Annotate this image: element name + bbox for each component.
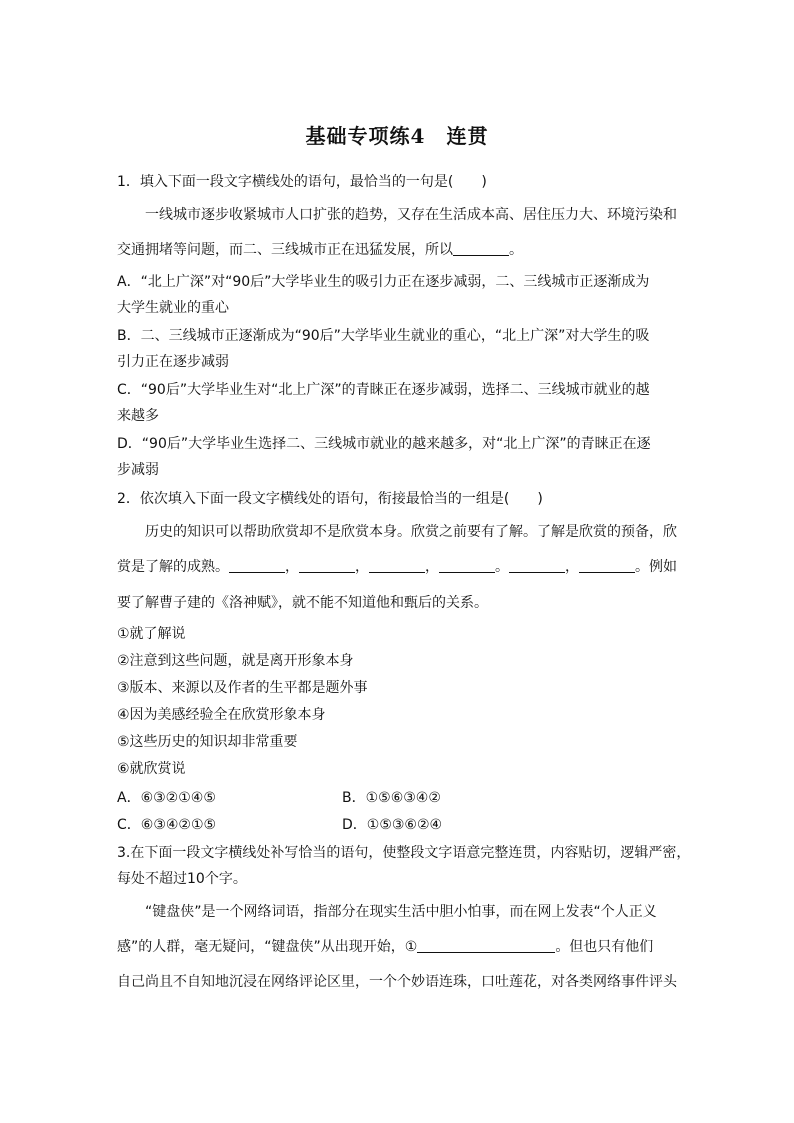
q3-stem-line-2: 每处不超过10个字。 xyxy=(117,871,247,887)
q2-passage-line-1: 历史的知识可以帮助欣赏却不是欣赏本身。欣赏之前要有了解。了解是欣赏的预备，欣 xyxy=(145,524,677,540)
q2-option-a: A．⑥③②①④⑤ xyxy=(117,790,216,806)
q1-option-d-line-1: D．“90后”大学毕业生选择二、三线城市就业的越来越多，对“北上广深”的青睐正在逐 xyxy=(117,436,651,452)
q2-separator-6: 。 xyxy=(635,559,649,575)
q2-blank-6 xyxy=(579,558,635,573)
q1-option-d-line-2: 步减弱 xyxy=(117,462,159,478)
q1-passage-end: 。 xyxy=(509,242,523,258)
q3-answer-blank-1 xyxy=(417,938,555,953)
q2-item-6: ⑥就欣赏说 xyxy=(117,761,186,777)
q3-passage-line-1: “键盘侠”是一个网络词语，指部分在现实生活中胆小怕事，而在网上发表“个人正义 xyxy=(145,904,657,920)
q2-separator-3: ， xyxy=(425,559,439,575)
q1-stem: 1．填入下面一段文字横线处的语句，最恰当的一句是( ) xyxy=(117,174,487,190)
q2-option-b: B．①⑤⑥③④② xyxy=(342,790,441,806)
q2-blank-5 xyxy=(509,558,565,573)
q2-separator-4: 。 xyxy=(495,559,509,575)
q2-item-2: ②注意到这些问题，就是离开形象本身 xyxy=(117,653,354,669)
q1-option-b-line-1: B．二、三线城市正逐渐成为“90后”大学毕业生就业的重心，“北上广深”对大学生的吸 xyxy=(117,328,650,344)
q2-option-d: D．①⑤③⑥②④ xyxy=(342,817,443,833)
q2-item-4: ④因为美感经验全在欣赏形象本身 xyxy=(117,707,326,723)
q2-item-1: ①就了解说 xyxy=(117,626,186,642)
q3-stem-line-1: 3.在下面一段文字横线处补写恰当的语句，使整段文字语意完整连贯，内容贴切，逻辑严密， xyxy=(117,845,691,861)
q2-stem: 2．依次填入下面一段文字横线处的语句，衔接最恰当的一组是( ) xyxy=(117,491,543,507)
q3-passage-text: 感”的人群，毫无疑问，“键盘侠”从出现开始，① xyxy=(117,939,418,955)
q1-option-b-line-2: 引力正在逐步减弱 xyxy=(117,354,229,370)
q2-passage-end: 例如 xyxy=(649,559,677,575)
q2-item-5: ⑤这些历史的知识却非常重要 xyxy=(117,734,298,750)
q1-option-a-line-1: A．“北上广深”对“90后”大学毕业生的吸引力正在逐步减弱，二、三线城市正逐渐成为 xyxy=(117,274,650,290)
q1-passage-line-2 xyxy=(117,240,523,260)
q2-blank-1 xyxy=(229,558,285,573)
q1-option-c-line-2: 来越多 xyxy=(117,408,159,424)
q1-option-c-line-1: C．“90后”大学毕业生对“北上广深”的青睐正在逐步减弱，选择二、三线城市就业的越 xyxy=(117,382,650,398)
q2-blank-3 xyxy=(369,558,425,573)
q2-passage-line-2 xyxy=(117,557,677,577)
q2-passage-text: 赏是了解的成熟。 xyxy=(117,559,229,575)
q1-passage-text: 交通拥堵等问题，而二、三线城市正在迅猛发展，所以 xyxy=(117,242,453,258)
q3-passage-line-2 xyxy=(117,937,653,957)
page-title: 基础专项练4 连贯 xyxy=(305,124,489,148)
q3-passage-line-3: 自己尚且不自知地沉浸在网络评论区里，一个个妙语连珠，口吐莲花，对各类网络事件评头 xyxy=(117,974,677,990)
q2-blank-4 xyxy=(439,558,495,573)
q2-option-c: C．⑥③④②①⑤ xyxy=(117,817,217,833)
q2-separator-1: ， xyxy=(285,559,299,575)
q2-blank-2 xyxy=(299,558,355,573)
q2-separator-5: ， xyxy=(565,559,579,575)
q1-passage-line-1: 一线城市逐步收紧城市人口扩张的趋势，又存在生活成本高、居住压力大、环境污染和 xyxy=(145,207,677,223)
q1-answer-blank xyxy=(453,241,509,256)
q3-passage-end: 。但也只有他们 xyxy=(555,939,654,955)
q2-item-3: ③版本、来源以及作者的生平都是题外事 xyxy=(117,680,368,696)
q2-passage-line-3: 要了解曹子建的《洛神赋》，就不能不知道他和甄后的关系。 xyxy=(117,595,488,611)
q2-separator-2: ， xyxy=(355,559,369,575)
q1-option-a-line-2: 大学生就业的重心 xyxy=(117,300,229,316)
